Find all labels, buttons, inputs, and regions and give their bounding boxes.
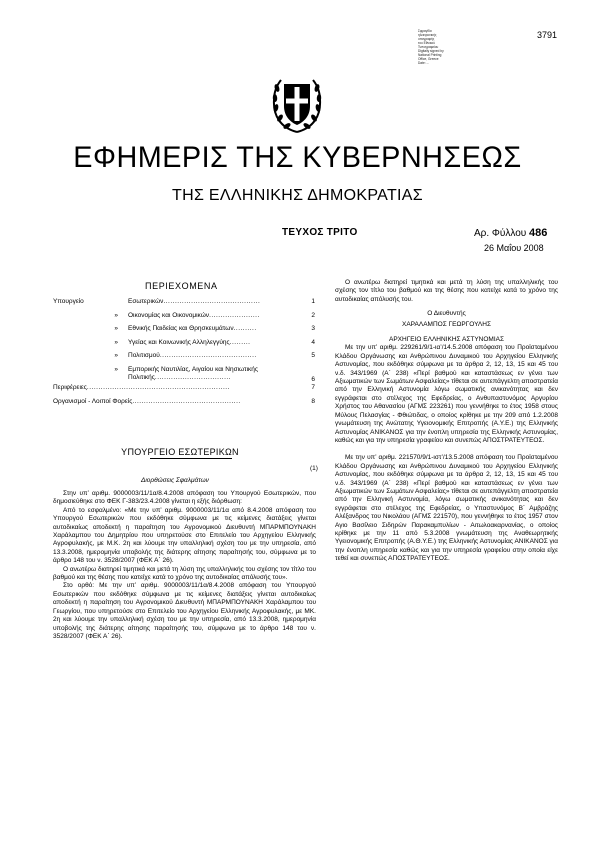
paragraph: Με την υπ’ αριθμ. 229261/9/1-ια’/14.5.2008 απόφαση του Προϊσταμένου Κλάδου Οργάνωσης και Ανθρώπινου Δυναμικού του Αρχηγείου Ελληνικής Αστυνομίας, που εκδόθηκε σύμφωνα με τα άρθρα 2, 12, 13, 15 και 45 του ν.δ. 343/1969 (Α΄ 238) «Περί βαθμού και καταστάσεως εν γένει των Αξιωματικών των Σωμάτων Ασφαλείας» τίθεται σε αυτεπάγγελτη αποστρατεία από την Ελληνική Αστυνομία λόγω σωματικής ανικανότητας και δεν εγγράφεται στο στέλεχος της Εφεδρείας, ο Ανθυπαστυνόμος Αργυρίου Χρήστος του Αθανασίου (ΑΓΜΣ 223261) που γεννήθηκε το έτος 1958 στους Μύλους Πελασγίας - Φθιώτιδας, ο οποίος κρίθηκε με την 209 από 1.2.2008 γνωμάτευση της Ανώτατης Υγειονομικής Επιτροπής (Α.Υ.Ε.) της Ελληνικής Αστυνομίας ΑΝΙΚΑΝΟΣ για την ένοπλη υπηρεσία της Ελληνικής Αστυνομίας, καθώς και για την υπηρεσία γραφείου και συνεπώς ΑΠΟΣΤΡΑΤΕΥΤΕΟΣ. <box>335 344 559 444</box>
toc-item: » Εθνικής Παιδείας και Θρησκευμάτων.......... 3 <box>114 325 315 333</box>
paragraph: Στην υπ’ αριθμ. 9000003/11/1α/8.4.2008 απόφαση του Υπουργού Εσωτερικών, που δημοσιεύθηκε στο ΦΕΚ Γ-383/23.4.2008 γίνεται η εξής διόρθωση: <box>53 490 316 506</box>
greek-coat-of-arms-icon <box>271 76 323 134</box>
heading-divider <box>150 458 232 459</box>
signature-name: ΧΑΡΑΛΑΜΠΟΣ ΓΕΩΡΓΟΥΛΗΣ <box>402 320 491 328</box>
paragraph: Από το εσφαλμένο: «Με την υπ’ αριθμ. 9000003/11/1α από 8.4.2008 απόφαση του Υπουργού Εσωτερικών που εκδόθηκε σύμφωνα με τις κείμενες διατάξεις γίνεται αυτοδικαίως αποδεκτή η παραίτηση του Αγρονομικού Διευθυντή ΜΠΑΡΜΠΟΥΝΑΚΗ Χαράλαμπου του Δημητρίου που υπηρετούσε στο Επιτελείο του Αρχηγείου Ελληνικής Αγροφυλακής, με Μ.Κ. 2η και λύουμε την υπαλληλική σχέση του με την υπηρεσία, από 13.3.2008, ημερομηνία υποβολής της διάτερης αίτησης παραίτησής του, σύμφωνα με το άρθρο 148 του ν. 3528/2007 (ΦΕΚ Α΄ 26). <box>53 506 316 565</box>
issue-date: 26 Μαΐου 2008 <box>484 243 544 253</box>
signature-role: Ο Διευθυντής <box>427 310 466 318</box>
digital-signature-stamp: Σφραγίδα ηλεκτρονικής υπογραφής του Εθνικού Τυπογραφείου Digitally signed by National Printing Office, Greece Date: ... <box>418 29 444 65</box>
toc-item: » Εμπορικής Ναυτιλίας, Αιγαίου και Νησιωτικής Πολιτικής................................. 6 <box>114 365 315 383</box>
toc-item: Περιφέρειες.............................................................. 7 <box>53 383 315 391</box>
toc-item: » Οικονομίας και Οικονομικών...................... 2 <box>114 311 315 319</box>
table-of-contents <box>53 298 315 411</box>
section-title: Διορθώσεις Σφαλμάτων <box>141 477 209 484</box>
toc-heading: ΠΕΡΙΕΧΟΜΕΝΑ <box>145 281 218 291</box>
paragraph: Με την υπ’ αριθμ. 221570/9/1-ιστ’/13.5.2008 απόφαση του Προϊσταμένου Κλάδου Οργάνωσης και Ανθρώπινου Δυναμικού του Αρχηγείου Ελληνικής Αστυνομίας, που εκδόθηκε σύμφωνα με τα άρθρα 2, 12, 13, 15 και 45 του ν.δ. 343/1969 (Α΄ 238) «Περί βαθμού και καταστάσεως εν γένει των Αξιωματικών των Σωμάτων Ασφαλείας» τίθεται σε αυτεπάγγελτη αποστρατεία από την Ελληνική Αστυνομία, λόγω σωματικής ανικανότητας και δεν εγγράφεται στο στέλεχος της Εφεδρείας, ο Υπαστυνόμος Β΄ Αμβράζης Αλέξανδρος του Νικολάου (ΑΓΜΣ 221570), που γεννήθηκε το έτος 1957 στον Αγιο Βασίλειο Σιδηρών Παρακαμπυλίων - Αιτωλοακαρνανίας, ο οποίος κρίθηκε με την 11 από 5.3.2008 γνωμάτευση της Αναθεωρητικής Υγειονομικής Επιτροπής (Α.Θ.Υ.Ε.) της Ελληνικής Αστυνομίας ΑΝΙΚΑΝΟΣ για την ένοπλη υπηρεσία καθώς και για την υπηρεσία γραφείου στην οποία είχε τεθεί και συνεπώς ΑΠΟΣΤΡΑΤΕΥΤΕΟΣ. <box>335 454 559 563</box>
left-column-text <box>53 490 316 641</box>
paragraph: Ο ανωτέρω διατηρεί τιμητικά και μετά τη λύση της υπαλληλικής του σχέσης τον τίτλο του βαθμού και της θέσης που κατείχε κατά το χρόνο της αυτοδικαίας απόλυσής του. <box>335 279 558 303</box>
item-number: (1) <box>310 465 318 472</box>
paragraph: Στο ορθό: Με την υπ’ αριθμ. 9000003/11/1α/8.4.2008 απόφαση του Υπουργού Εσωτερικών που εκδόθηκε σύμφωνα με τις κείμενες διατάξεις γίνεται αυτοδικαίως αποδεκτή η παραίτηση του Αγρονομικού Διευθυντή ΜΠΑΡΜΠΟΥΝΑΚΗ Χαράλαμπου του Γεωργίου, που υπηρετούσε στο Επιτελείο του Αρχηγείου Ελληνικής Αγροφυλακής, με ΜΚ. 2η και λύουμε την υπαλληλική σχέση του με την υπηρεσία, από 13.3.2008, ημερομηνία υποβολής της διάτερης αίτησης παραίτησής του, σύμφωνα με το άρθρο 148 του ν. 3528/2007 (ΦΕΚ Α΄ 26). <box>53 582 316 640</box>
toc-item: Οργανισμοί - Λοιποί Φορείς............................................... 8 <box>53 397 315 405</box>
toc-item: Υπουργείο Εσωτερικών.......................................... 1 <box>53 298 315 305</box>
toc-item: » Υγείας και Κοινωνικής Αλληλεγγύης......... 4 <box>114 338 315 346</box>
section-heading: ΑΡΧΗΓΕΙΟ ΕΛΛΗΝΙΚΗΣ ΑΣΤΥΝΟΜΙΑΣ <box>389 336 504 344</box>
ministry-heading: ΥΠΟΥΡΓΕΙΟ ΕΣΩΤΕΡΙΚΩΝ <box>121 447 239 457</box>
toc-item: » Πολιτισμού.......................................... 5 <box>114 352 315 360</box>
right-column-text <box>335 279 558 564</box>
gazette-subtitle: ΤΗΣ ΕΛΛΗΝΙΚΗΣ ΔΗΜΟΚΡΑΤΙΑΣ <box>172 187 423 204</box>
page-number: 3791 <box>537 30 558 40</box>
issue-number: Αρ. Φύλλου 486 <box>474 227 548 239</box>
paragraph: Ο ανωτέρω διατηρεί τιμητικά και μετά τη λύση της υπαλληλικής του σχέσης τον τίτλο του βαθμού και της θέσης που κατείχε κατά το χρόνο της αυτοδικαίας απόλυσής του». <box>53 565 316 582</box>
gazette-title: ΕΦΗΜΕΡΙΣ ΤΗΣ ΚΥΒΕΡΝΗΣΕΩΣ <box>73 141 522 174</box>
issue-type: ΤΕΥΧΟΣ ΤΡΙΤΟ <box>282 227 358 238</box>
